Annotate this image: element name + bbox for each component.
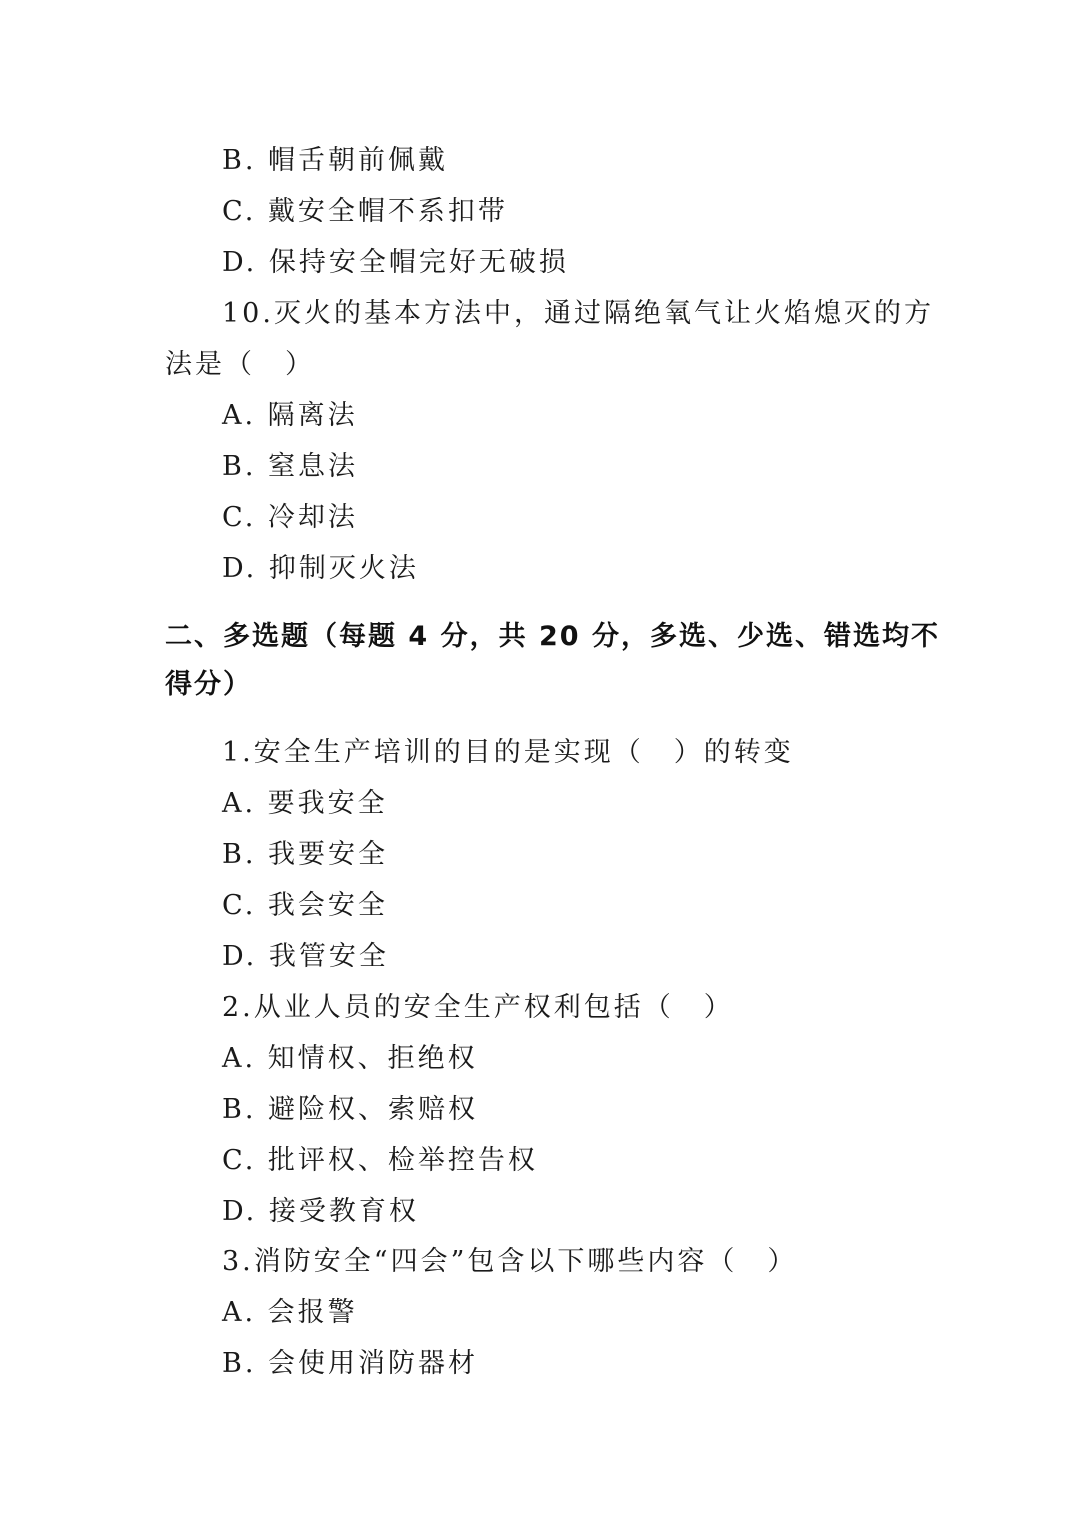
- option-d: D. 保持安全帽完好无破损: [222, 247, 569, 278]
- multi-question-3-text: 3.消防安全“四会”包含以下哪些内容（ ）: [222, 1246, 798, 1277]
- section-heading: 二、多选题（每题 4 分，共 20 分，多选、少选、错选均不: [165, 621, 940, 652]
- multi-question-3-option-a: A. 会报警: [222, 1297, 358, 1328]
- question-10-option-d: D. 抑制灭火法: [222, 553, 419, 584]
- section-heading-continued: 得分）: [165, 669, 252, 700]
- multi-question-1-option-a: A. 要我安全: [222, 788, 388, 819]
- option-c: C. 戴安全帽不系扣带: [222, 196, 508, 227]
- multi-question-2-option-d: D. 接受教育权: [222, 1196, 419, 1227]
- multi-question-2-option-c: C. 批评权、检举控告权: [222, 1145, 538, 1176]
- multi-question-2-option-a: A. 知情权、拒绝权: [222, 1043, 478, 1074]
- multi-question-1-option-d: D. 我管安全: [222, 941, 389, 972]
- multi-question-2-option-b: B. 避险权、索赔权: [222, 1094, 479, 1125]
- multi-question-1-option-b: B. 我要安全: [222, 839, 389, 870]
- option-b: B. 帽舌朝前佩戴: [222, 145, 449, 176]
- question-10-option-a: A. 隔离法: [222, 400, 358, 431]
- question-10-option-b: B. 窒息法: [222, 451, 359, 482]
- question-10-text: 10.灭火的基本方法中，通过隔绝氧气让火焰熄灭的方: [222, 298, 934, 329]
- multi-question-2-text: 2.从业人员的安全生产权利包括（ ）: [222, 992, 734, 1023]
- question-10-text-continued: 法是（ ）: [165, 349, 315, 380]
- multi-question-3-option-b: B. 会使用消防器材: [222, 1348, 479, 1379]
- question-10-option-c: C. 冷却法: [222, 502, 358, 533]
- multi-question-1-text: 1.安全生产培训的目的是实现（ ）的转变: [222, 737, 794, 768]
- multi-question-1-option-c: C. 我会安全: [222, 890, 388, 921]
